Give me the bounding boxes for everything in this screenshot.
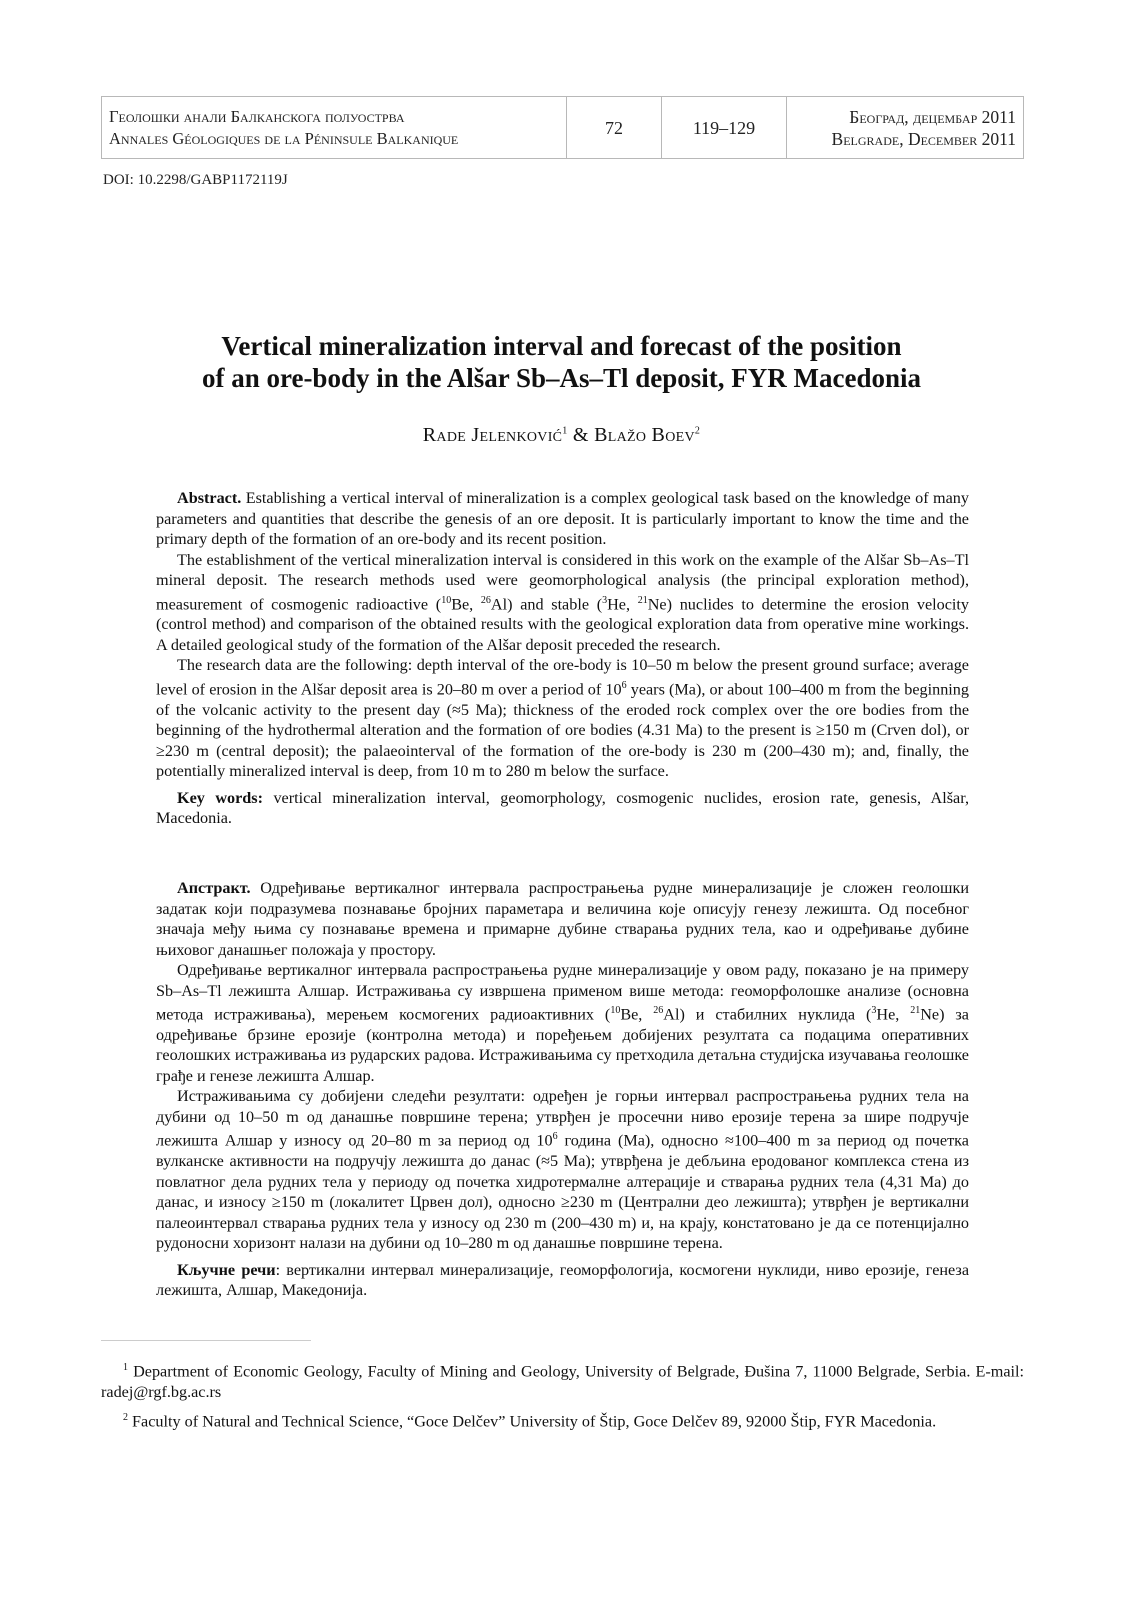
abstract-en-label: Abstract. <box>177 489 242 507</box>
author-2-affiliation: 2 <box>694 425 701 437</box>
abstract-en-paragraph-1: Abstract. Establishing a vertical interval of mineralization is a complex geological task based on the knowledge of many parameters and quantities that describe the genesis of an ore deposit. It is particularly important to know the time and the primary depth of the formation of an ore-body and its recent position. <box>156 489 969 548</box>
keywords-serbian: Кључне речи: вертикални интервал минерализације, геоморфологија, космогени нуклиди, ниво ерозије, генеза лежишта, Алшар, Македонија. <box>156 1260 969 1300</box>
footnote-divider <box>101 1340 311 1341</box>
footnotes <box>101 1357 1024 1437</box>
volume-number: 72 <box>567 97 662 159</box>
title-line-1: Vertical mineralization interval and forecast of the position <box>221 331 902 361</box>
author-1-affiliation: 1 <box>562 425 568 437</box>
keywords-en-label: Key words: <box>177 788 263 807</box>
journal-name-serbian: Геолошки анали Балканскога полуострва <box>109 106 405 126</box>
author-1: Rade Jelenković <box>422 424 563 446</box>
doi: DOI: 10.2298/GABP1172119J <box>103 172 288 188</box>
abstract-sr-paragraph-2: Одређивање вертикалног интервала распрострањења рудне минерализације у овом раду, показано је на примеру Sb–As–Tl лежишта Алшар. Истраживања су извршена применом више метода: геоморфолошке анализе (основна метода истраживања), мерењем космогених радиоактивних ($^{10}$Be, $^{26}$Al) и стабилних нуклида ($^3$He, $^{21}$Ne) за одређивање брзине ерозије (контролна метода) и поређењем добијених резултата са подацима оперативних геолошких истраживања из рударских радова. Истраживањима су претходила детаљна студијска изучавања геолошке грађе и генезе лежишта Алшар. <box>156 961 969 1085</box>
footnote-1: $^1$ Department of Economic Geology, Faculty of Mining and Geology, University of Belgrade, Đušina 7, 11000 Belgrade, Serbia. E-mail: radej@rgf.bg.ac.rs <box>101 1362 1024 1402</box>
place-date-cell <box>787 97 1024 159</box>
abstract-serbian <box>156 878 969 1301</box>
title-line-2: of an ore-body in the Alšar Sb–As–Tl deposit, FYR Macedonia <box>201 363 922 393</box>
journal-header <box>101 96 1024 159</box>
journal-name-cell <box>102 97 567 159</box>
abstract-sr-label: Апстракт. <box>177 879 251 897</box>
keywords-english: Key words: vertical mineralization interval, geomorphology, cosmogenic nuclides, erosion rate, genesis, Alšar, Macedonia. <box>156 788 970 828</box>
abstract-en-paragraph-2: The establishment of the vertical mineralization interval is considered in this work on the example of the Alšar Sb–As–Tl mineral deposit. The research methods used were geomorphological analysis (the principal exploration method), measurement of cosmogenic radioactive ($^{10}$Be, $^{26}$Al) and stable ($^3$He, $^{21}$Ne) nuclides to determine the erosion velocity (control method) and comparison of the obtained results with the geological exploration data from operative mine workings. A detailed geological study of the formation of the Alšar deposit preceded the research. <box>156 550 970 654</box>
place-date-english: Belgrade, December 2011 <box>831 128 1016 149</box>
author-separator: & <box>572 424 589 446</box>
place-date-serbian: Београд, децембар 2011 <box>849 106 1016 127</box>
footnote-2: $^2$ Faculty of Natural and Technical Science, “Goce Delčev” University of Štip, Goce Delčev 89, 92000 Štip, FYR Macedonia. <box>123 1412 937 1431</box>
page-range: 119–129 <box>662 97 787 159</box>
abstract-sr-paragraph-3: Истраживањима су добијени следећи резултати: одређен је горњи интервал распрострањења рудних тела на дубини од 10–50 m од данашње површине терена; утврђен је просечни ниво ерозије терена за шире подручје лежишта Алшар у износу од 20–80 m за период од $10^6$ година (Ma), односно ≈100–400 m за период од почетка вулканске активности на подручју лежишта до данас (≈5 Ma); утврђена је дебљина еродованог комплекса стена из повлатног дела рудних тела у периоду од почетка хидротермалне алтерације и стварања рудних тела (4,31 Ma) до данас, и износу ≥150 m (локалитет Црвен дол), односно ≥230 m (Централни део лежишта); утврђен је вертикални палеоинтервал стварања рудних тела у износу од 230 m (200–430 m) и, на крају, констатовано је да се потенцијално рудоносни хоризонт налази на дубини од 10–280 m од данашње површине терена. <box>156 1087 969 1253</box>
abstract-en-paragraph-3: The research data are the following: depth interval of the ore-body is 10–50 m below the present ground surface; average level of erosion in the Alšar deposit area is 20–80 m over a period of $10^6$ years (Ma), or about 100–400 m from the beginning of the volcanic activity to the present day (≈5 Ma); thickness of the eroded rock complex over the ore bodies from the beginning of the hydrothermal alteration and the formation of ore bodies (4.31 Ma) to the present is ≥150 m (Crven dol), or ≥230 m (central deposit); the palaeointerval of the formation of the ore-body is 230 m (200–430 m); and, finally, the potentially mineralized interval is deep, from 10 m to 280 m below the surface. <box>156 656 969 781</box>
authors <box>100 424 1023 447</box>
abstract-english <box>156 488 969 829</box>
paper-title <box>100 330 1023 394</box>
journal-name-french: Annales Géologiques de la Péninsule Balkanique <box>109 128 459 148</box>
keywords-sr-label: Кључне речи <box>177 1260 276 1279</box>
author-2: Blažo Boev <box>594 424 695 446</box>
abstract-sr-paragraph-1: Апстракт. Одређивање вертикалног интервала распрострањења рудне минерализације је сложен геолошки задатак који подразумева познавање бројних параметара и величина које описују генезу лежишта. Од посебног значаја међу њима су познавање времена и примарне дубине стварања рудних тела, као и одређивање дубине њиховог данашњег положаја у простору. <box>156 879 970 959</box>
